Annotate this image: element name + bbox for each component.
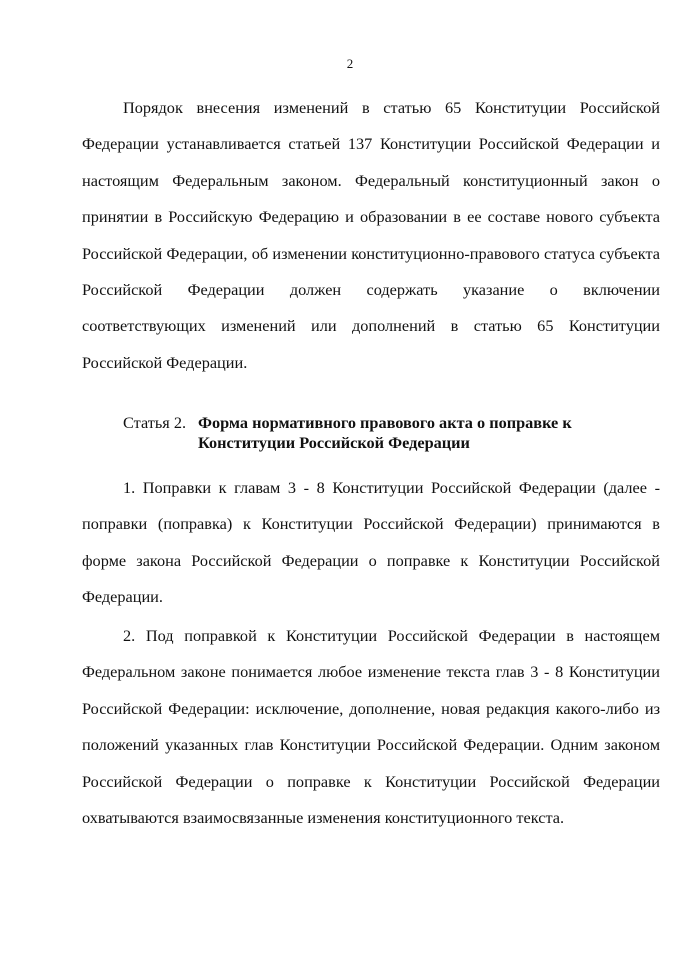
article-title-line1: Форма нормативного правового акта о поправке к — [198, 413, 572, 432]
article-item-1: 1. Поправки к главам 3 - 8 Конституции Российской Федерации (далее - поправки (поправка) к Конституции Российской Федерации) принимаются в форме закона Российской Федерации о поправке к Конституции Российской Федерации. — [82, 478, 660, 607]
article-title-line2: Конституции Российской Федерации — [198, 433, 470, 452]
article-label: Статья 2. — [123, 413, 187, 432]
article-item-2: 2. Под поправкой к Конституции Российской Федерации в настоящем Федеральном законе понимается любое изменение текста глав 3 - 8 Конституции Российской Федерации: исключение, дополнение, новая редакция какого-либо из положений указанных глав Конституции Российской Федерации. Одним законом Российской Федерации о поправке к Конституции Российской Федерации охватываются взаимосвязанные изменения конституционного текста. — [82, 626, 660, 828]
page-number: 2 — [346, 56, 354, 71]
article-heading — [123, 413, 623, 453]
intro-paragraph: Порядок внесения изменений в статью 65 Конституции Российской Федерации устанавливается статьей 137 Конституции Российской Федерации и настоящим Федеральным законом. Федеральный конституционный закон о принятии в Российскую Федерацию и образовании в ее составе нового субъекта Российской Федерации, об изменении конституционно-правового статуса субъекта Российской Федерации должен содержать указание о включении соответствующих изменений или дополнений в статью 65 Конституции Российской Федерации. — [82, 98, 660, 372]
